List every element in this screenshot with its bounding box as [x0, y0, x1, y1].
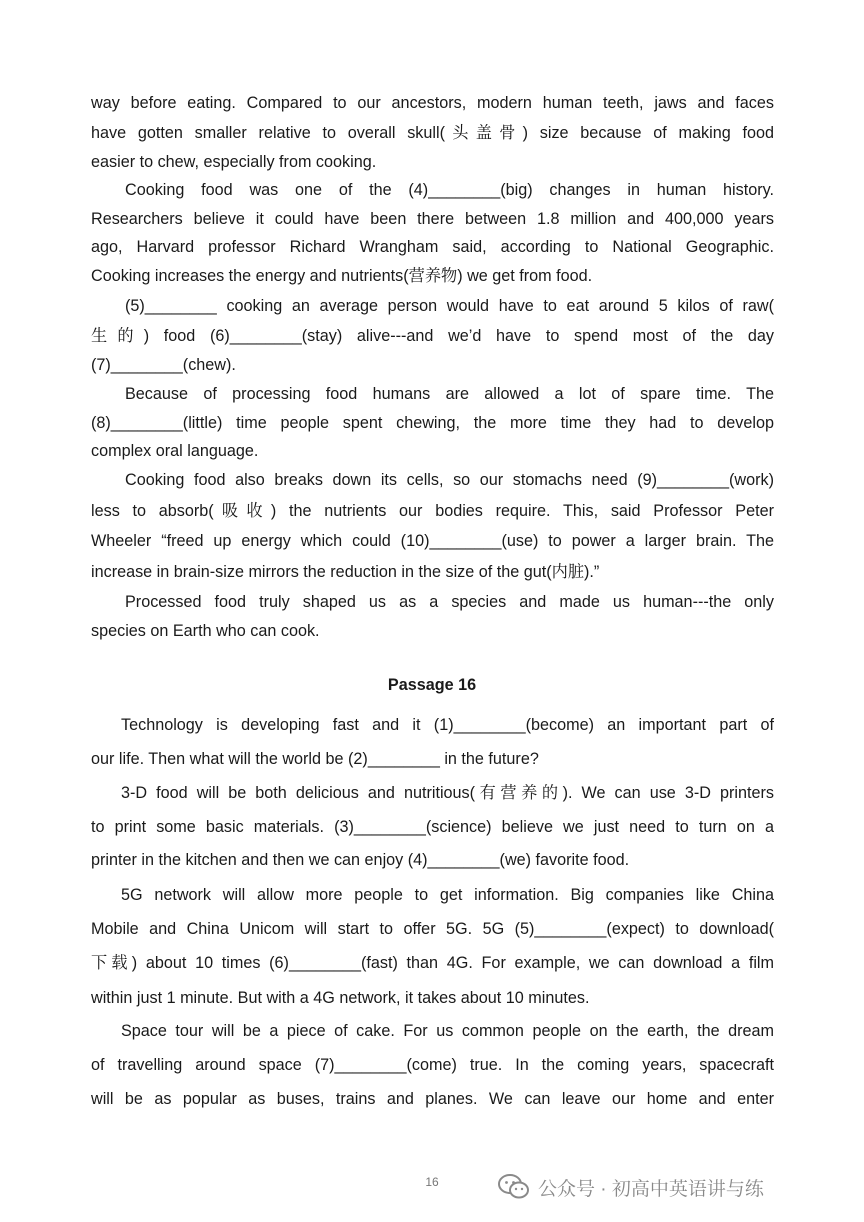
paragraph-cooking: [91, 176, 774, 291]
text-line: Mobile and China Unicom will start to offer 5G. 5G (5)________(expect) to download(: [91, 920, 774, 939]
text-line: easier to chew, especially from cooking.: [91, 153, 377, 171]
paragraph-processed-food: [91, 588, 774, 645]
text-line: Space tour will be a piece of cake. For us common people on the earth, the dream: [121, 1022, 774, 1040]
text-line: 5G network will allow more people to get information. Big companies like China: [121, 886, 774, 904]
text-line: have gotten smaller relative to overall skull(头盖骨) size because of making food: [91, 123, 774, 142]
paragraph-ancestors: [91, 89, 774, 178]
paragraph-3d-food: [91, 777, 774, 878]
text-line: 下载) about 10 times (6)________(fast) than 4G. For example, we can download a film: [91, 954, 774, 973]
text-line: way before eating. Compared to our ancestors, modern human teeth, jaws and faces: [91, 94, 774, 112]
text-line: Processed food truly shaped us as a species and made us human---the only: [125, 593, 774, 611]
text-line: Cooking food also breaks down its cells, so our stomachs need (9)________(work): [125, 471, 774, 489]
text-line: 3-D food will be both delicious and nutritious(有营养的). We can use 3-D printers: [121, 784, 774, 802]
text-line: less to absorb(吸收) the nutrients our bodies require. This, said Professor Peter: [91, 501, 774, 520]
paragraph-cells: [91, 465, 774, 587]
paragraph-space-tour: [91, 1014, 774, 1116]
text-line: species on Earth who can cook.: [91, 621, 320, 640]
text-line: to print some basic materials. (3)________(science) believe we just need to turn on a: [91, 817, 774, 836]
text-line: Because of processing food humans are allowed a lot of spare time. The: [125, 385, 774, 403]
text-line: within just 1 minute. But with a 4G network, it takes about 10 minutes.: [91, 988, 590, 1007]
text-line: Researchers believe it could have been there between 1.8 million and 400,000 years: [91, 209, 774, 228]
paragraph-spare-time: [91, 380, 774, 466]
watermark: [498, 1172, 764, 1202]
page-number: 16: [425, 1175, 439, 1189]
text-line: increase in brain-size mirrors the reduction in the size of the gut(内脏).”: [91, 562, 600, 581]
text-line: complex oral language.: [91, 442, 259, 460]
text-line: Cooking food was one of the (4)________(big) changes in human history.: [125, 181, 774, 199]
text-line: Technology is developing fast and it (1)________(become) an important part of: [121, 716, 774, 734]
text-line: (8)________(little) time people spent chewing, the more time they had to develop: [91, 413, 774, 432]
paragraph-raw-food: [91, 292, 774, 381]
text-line: Wheeler “freed up energy which could (10)________(use) to power a larger brain. The: [91, 532, 774, 550]
text-line: (5)________ cooking an average person would have to eat around 5 kilos of raw(: [125, 297, 774, 315]
text-line: printer in the kitchen and then we can enjoy (4)________(we) favorite food.: [91, 851, 630, 870]
passage-heading: Passage 16: [387, 676, 477, 694]
paragraph-technology: [91, 708, 774, 776]
text-line: 生的) food (6)________(stay) alive---and we’d have to spend most of the day: [91, 326, 774, 345]
text-line: will be as popular as buses, trains and planes. We can leave our home and enter: [91, 1090, 774, 1108]
text-line: (7)________(chew).: [91, 356, 236, 374]
paragraph-5g: [91, 878, 774, 1015]
text-line: of travelling around space (7)________(come) true. In the coming years, spacecraft: [91, 1056, 774, 1074]
wechat-icon: [498, 1174, 530, 1200]
text-line: our life. Then what will the world be (2)________ in the future?: [91, 750, 539, 768]
watermark-text: 公众号 · 初高中英语讲与练: [538, 1178, 764, 1200]
text-line: ago, Harvard professor Richard Wrangham said, according to National Geographic.: [91, 238, 774, 257]
text-line: Cooking increases the energy and nutrients(营养物) we get from food.: [91, 267, 593, 286]
